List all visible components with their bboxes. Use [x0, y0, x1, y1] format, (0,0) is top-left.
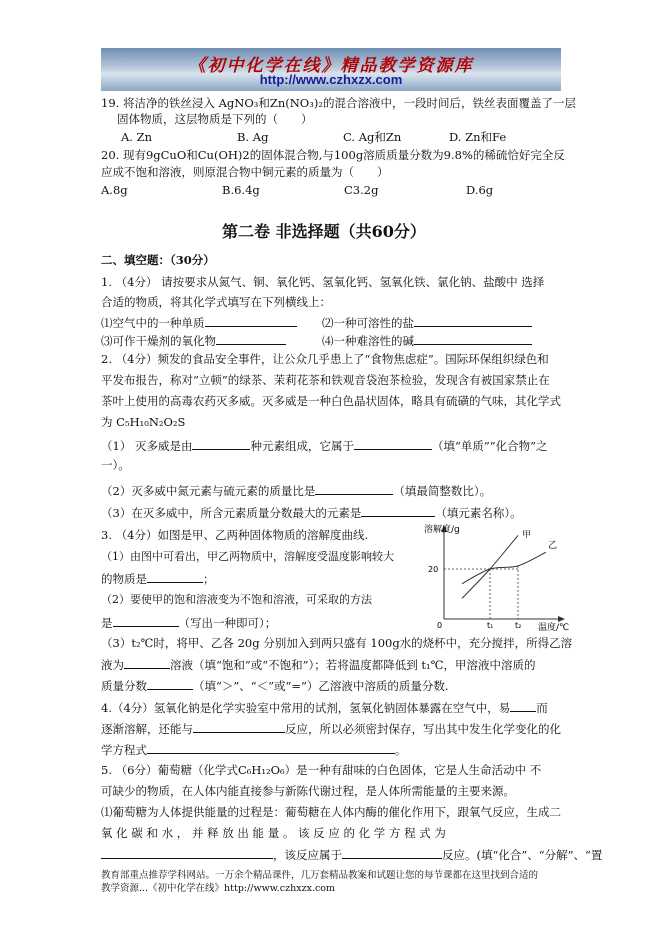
- p3-sub3-blank1[interactable]: [124, 657, 170, 669]
- p3-sub1-blank[interactable]: [147, 571, 203, 583]
- p2-sub1-blank2[interactable]: [354, 438, 432, 450]
- p5-blank1[interactable]: [101, 847, 273, 859]
- p3-sub1-cont: [101, 571, 215, 586]
- solubility-chart: [422, 524, 572, 632]
- p5-line5: [101, 847, 602, 862]
- p3-sub1-cont-a: 的物质是: [101, 572, 147, 586]
- p2-sub3: [101, 505, 522, 520]
- p2-line3: 茶叶上使用的高毒农药灭多威。灭多威是一种白色晶状固体，略具有硫磺的气味，其化学式: [101, 394, 561, 408]
- banner-url[interactable]: http://www.czhxzx.com: [259, 72, 403, 87]
- p3-sub3-line3: [101, 678, 449, 693]
- q20-stem-line2: 应成不饱和溶液，则原混合物中铜元素的质量为（ ）: [101, 165, 389, 179]
- q20-option-a: A.8g: [101, 183, 128, 197]
- curve-yi: [462, 552, 546, 584]
- p1-item3: [101, 333, 286, 348]
- p3-sub1: （1）由图中可看出，甲乙两物质中，溶解度受温度影响较大: [101, 550, 394, 563]
- p1-item1-label: ⑴空气中的一种单质: [101, 316, 205, 330]
- p4-blank1[interactable]: [510, 700, 536, 712]
- p3-sub3-blank2[interactable]: [147, 678, 193, 690]
- p2-sub1-part-a: （1） 灭多威是由: [101, 439, 193, 453]
- x-axis-arrow: [558, 616, 565, 622]
- p1-item2-label: ⑵一种可溶性的盐: [322, 316, 414, 330]
- q20-option-d: D.6g: [466, 183, 494, 197]
- p2-line1: 2. （4分）频发的食品安全事件，让公众几乎患上了“食物焦虑症”。国际环保组织绿色和: [101, 352, 549, 366]
- p5-line3: ⑴葡萄糖为人体提供能量的过程是：葡萄糖在人体内酶的催化作用下，跟氧气反应，生成二: [101, 805, 561, 819]
- p3-sub2-cont: [101, 615, 276, 630]
- p2-sub2-part-b: （填最简整数比）。: [393, 484, 492, 498]
- footer-line1: 教育部重点推荐学科网站。一万余个精品课件，几万套精品教案和试题让您的每节课都在这里找到合适的: [101, 870, 539, 881]
- banner-title: 《初中化学在线》精品教学资源库: [188, 56, 474, 76]
- section-fill-blank-title: 二、填空题：（30分）: [101, 253, 215, 267]
- p2-sub1: [101, 438, 548, 453]
- p3-sub3-line3-b: （填“＞”、“＜”或“=”）乙溶液中溶质的质量分数.: [193, 679, 449, 693]
- p2-sub1-blank1[interactable]: [192, 438, 250, 450]
- y-axis-label: 溶解度/g: [424, 525, 460, 535]
- p1-item4-label: ⑷一种难溶性的碱: [322, 334, 414, 348]
- p3-sub2-cont-b: （写出一种即可）；: [178, 616, 277, 630]
- p4-line1: [101, 700, 548, 715]
- p3-sub2-blank[interactable]: [113, 615, 179, 627]
- p1-line1: 1. （4分） 请按要求从氮气、铜、氧化钙、氢氧化钙、氢氧化铁、氯化钠、盐酸中 选择: [101, 275, 545, 289]
- p5-line2: 可缺少的物质，在人体内能直接参与新陈代谢过程，是人体所需能量的主要来源。: [101, 784, 515, 798]
- p2-sub2-blank[interactable]: [315, 483, 393, 495]
- p5-line5-a: ，该反应属于: [273, 848, 342, 862]
- p4-line2-b: 反应，所以必须密封保存，写出其中发生化学变化的化: [285, 722, 561, 736]
- p3-line1: 3. （4分）如图是甲、乙两种固体物质的溶解度曲线.: [101, 528, 369, 542]
- p4-blank2[interactable]: [193, 721, 285, 733]
- p3-sub3-line2-b: 溶液（填“饱和”或“不饱和”）；若将温度都降低到 t₁℃，甲溶液中溶质的: [170, 658, 536, 672]
- q20-option-b: B.6.4g: [222, 183, 260, 197]
- p1-item2-blank[interactable]: [414, 315, 532, 327]
- p1-item4: [322, 333, 532, 348]
- p3-sub2-cont-a: 是: [101, 616, 113, 630]
- y-tick-20: 20: [428, 565, 439, 574]
- p2-sub1-part-c: （填“单质”“化合物”之: [431, 439, 548, 453]
- q19-stem-line2: 固体物质，这层物质是下列的（ ）: [117, 112, 313, 126]
- p4-line1-a: 4.（4分）氢氧化钠是化学实验室中常用的试剂，氢氧化钠固体暴露在空气中，易: [101, 701, 511, 715]
- origin-label: 0: [437, 621, 443, 630]
- q20-stem-line1: 20. 现有9gCuO和Cu(OH)2的固体混合物,与100g溶质质量分数为9.8%的稀硫恰好完全反: [101, 148, 565, 162]
- p3-sub1-cont-b: ；: [203, 572, 215, 586]
- q19-option-a: A. Zn: [121, 130, 153, 144]
- p2-sub2-part-a: （2）灭多威中氮元素与硫元素的质量比是: [101, 484, 316, 498]
- p1-item1: [101, 315, 297, 330]
- p5-line1: 5. （6分）葡萄糖（化学式C₆H₁₂O₆）是一种有甜味的白色固体，它是人生命活动中 不: [101, 763, 542, 777]
- q19-option-b: B. Ag: [237, 130, 269, 144]
- p3-sub3-line2: [101, 657, 536, 672]
- p3-sub3-line1: （3）t₂℃时，将甲、乙各 20g 分别加入到两只盛有 100g水的烧杯中，充分搅拌，所得乙溶: [101, 636, 573, 650]
- p2-sub1-cont: 一）。: [101, 458, 130, 472]
- p3-sub3-line3-a: 质量分数: [101, 679, 147, 693]
- p2-sub3-part-b: （填元素名称）。: [435, 506, 522, 520]
- footer-line2[interactable]: 教学资源...《初中化学在线》http://www.czhxzx.com: [101, 883, 336, 894]
- p4-line2: [101, 721, 561, 736]
- q20-option-c: C3.2g: [344, 183, 379, 197]
- p2-line2: 平发布报告，称对“立顿”的绿茶、茉莉花茶和铁观音袋泡茶检验，发现含有被国家禁止在: [101, 373, 550, 387]
- p4-line2-a: 逐渐溶解，还能与: [101, 722, 193, 736]
- p1-item3-label: ⑶可作干燥剂的氧化物: [101, 334, 216, 348]
- series-label-yi: 乙: [548, 541, 558, 552]
- p1-item1-blank[interactable]: [205, 315, 297, 327]
- part2-title: 第二卷 非选择题（共60分）: [222, 222, 426, 241]
- p1-line2: 合适的物质，将其化学式填写在下列横线上：: [101, 295, 331, 309]
- p3-sub2: （2）要使甲的饱和溶液变为不饱和溶液，可采取的方法: [101, 593, 372, 606]
- q19-option-c: C. Ag和Zn: [343, 130, 402, 144]
- p5-line5-b: 反应。(填“化合”、“分解”、“置: [442, 848, 603, 862]
- series-label-jia: 甲: [522, 530, 532, 541]
- p4-line1-b: 而: [536, 701, 548, 715]
- p3-sub3-line2-a: 液为: [101, 658, 124, 672]
- p4-line3-b: 。: [395, 743, 407, 757]
- x-axis-label: 温度/℃: [538, 623, 570, 632]
- p4-line3: [101, 742, 407, 757]
- p5-line4: 氧 化 碳 和 水 ， 并 释 放 出 能 量 。 该 反 应 的 化 学 方 程 式 为: [101, 826, 446, 840]
- p1-item3-blank[interactable]: [216, 333, 286, 345]
- x-tick-t1: t₁: [487, 621, 494, 630]
- p1-item2: [322, 315, 532, 330]
- p4-line3-a: 学方程式: [101, 743, 147, 757]
- q19-stem-line1: 19. 将洁净的铁丝浸入 AgNO₃和Zn(NO₃)₂的混合溶液中，一段时间后，铁丝表面覆盖了一层: [101, 96, 576, 110]
- p5-blank2[interactable]: [342, 847, 442, 859]
- p4-blank3[interactable]: [147, 742, 395, 754]
- p2-sub3-part-a: （3）在灭多威中，所含元素质量分数最大的元素是: [101, 506, 362, 520]
- p2-sub1-part-b: 种元素组成，它属于: [250, 439, 354, 453]
- p1-item4-blank[interactable]: [414, 333, 532, 345]
- p2-line4: 为 C₅H₁₀N₂O₂S: [101, 415, 186, 429]
- p2-sub3-blank[interactable]: [361, 505, 435, 517]
- x-tick-t2: t₂: [515, 621, 522, 630]
- p2-sub2: [101, 483, 491, 498]
- q19-option-d: D. Zn和Fe: [449, 130, 507, 144]
- header-banner: [101, 48, 561, 91]
